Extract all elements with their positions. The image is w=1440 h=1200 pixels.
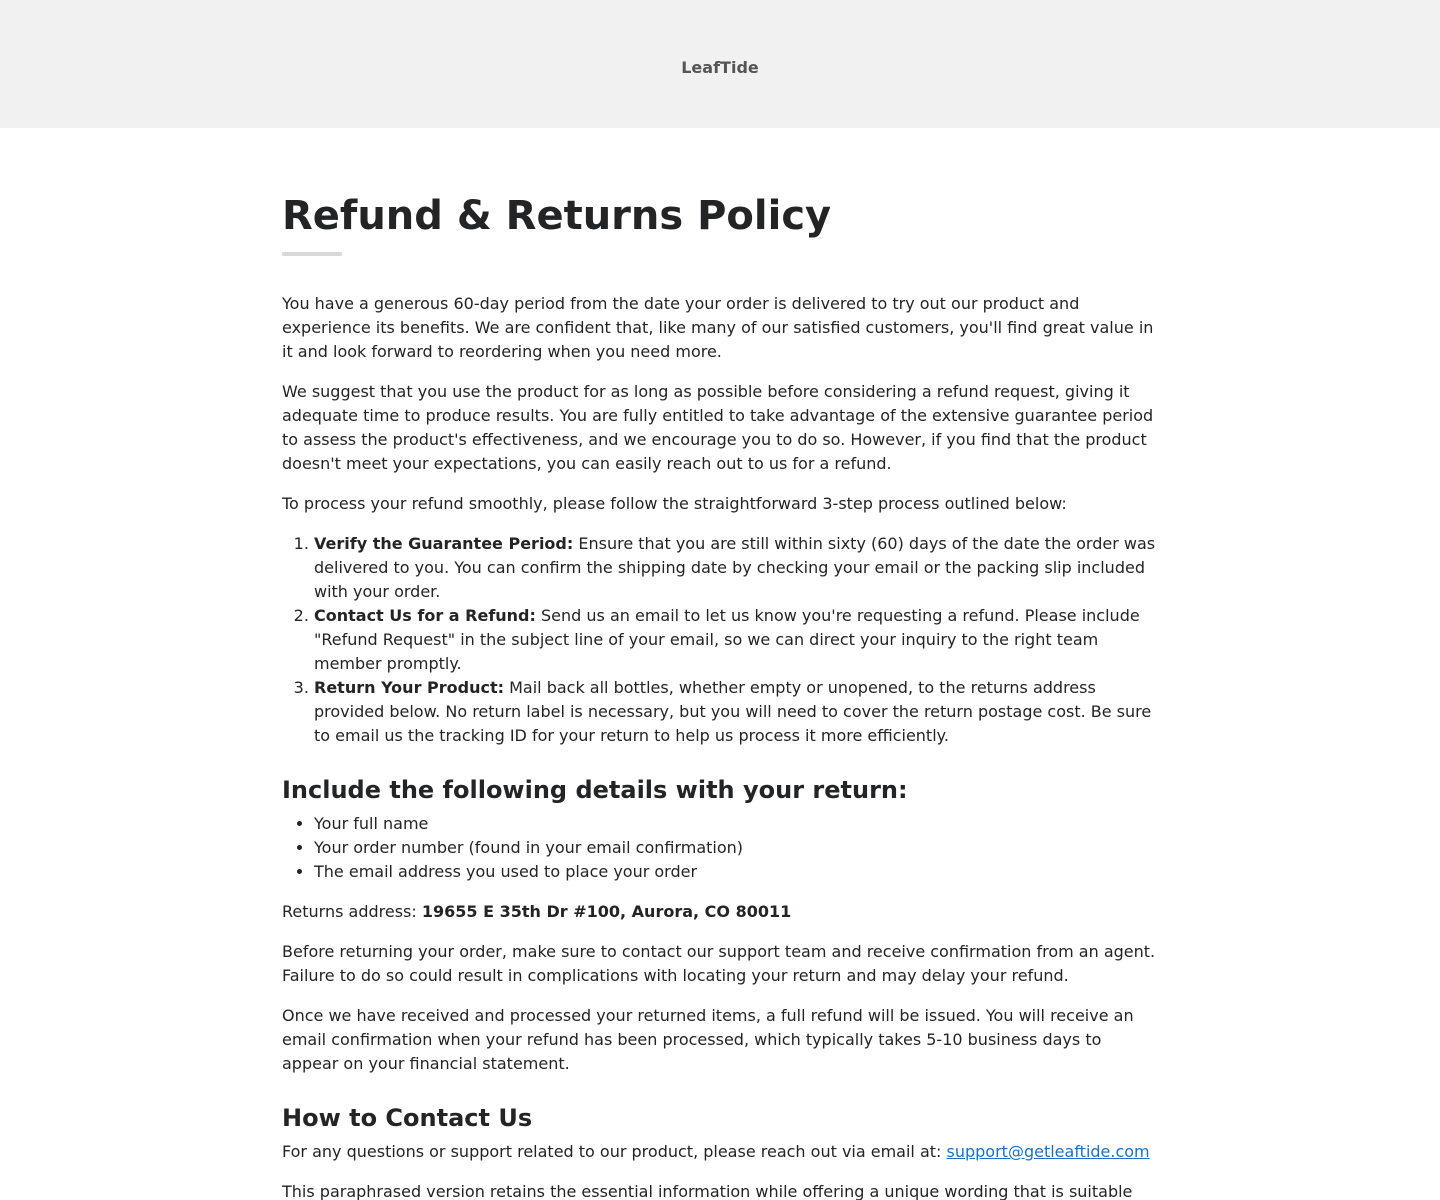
step-title: Return Your Product: — [314, 678, 505, 697]
step-text: Mail back all bottles, whether empty or unopened, to the returns address provided below. No return label is necessary, but you will need to cover the return postage cost. Be sure to email us the tracking ID for your return to help us process it more efficiently. — [314, 678, 1152, 745]
page-title: Refund & Returns Policy — [282, 193, 832, 239]
support-email-link[interactable]: support@getleaftide.com — [946, 1142, 1150, 1161]
returns-address-line — [282, 900, 1158, 924]
returns-address: 19655 E 35th Dr #100, Aurora, CO 80011 — [421, 902, 792, 921]
details-heading: Include the following details with your return: — [282, 776, 908, 804]
step-title: Contact Us for a Refund: — [314, 606, 536, 625]
after-paragraph-1: Before returning your order, make sure to contact our support team and receive confirmation from an agent. Failure to do so could result in complications with locating your return and may delay your refund. — [282, 942, 1156, 985]
step-text: Ensure that you are still within sixty (60) days of the date the order was delivered to you. You can confirm the shipping date by checking your email or the packing slip included with your order. — [314, 534, 1156, 601]
returns-address-label: Returns address: — [282, 902, 422, 921]
closing-note: This paraphrased version retains the essential information while offering a unique wording that is suitable — [282, 1182, 1133, 1200]
contact-paragraph — [282, 1140, 1158, 1164]
details-item: • Your order number (found in your email confirmation) — [314, 836, 1158, 860]
refund-steps-list — [282, 532, 1158, 748]
intro-paragraph-3: To process your refund smoothly, please follow the straightforward 3-step process outlined below: — [282, 494, 1067, 513]
policy-content — [282, 128, 1158, 1200]
step-title: Verify the Guarantee Period: — [314, 534, 574, 553]
details-item: • Your full name — [314, 812, 1158, 836]
after-paragraph-2: Once we have received and processed your returned items, a full refund will be issued. You will receive an email confirmation when your refund has been processed, which typically takes 5-10 business days to appear on your financial statement. — [282, 1006, 1134, 1073]
title-divider — [282, 252, 342, 256]
site-header — [0, 0, 1440, 128]
details-list — [282, 812, 1158, 884]
refund-step — [314, 676, 1158, 748]
brand-name: LeafTide — [681, 57, 759, 77]
intro-paragraph-2: We suggest that you use the product for as long as possible before considering a refund request, giving it adequate time to produce results. You are fully entitled to take advantage of the extensive guarantee period to assess the product's effectiveness, and we encourage you to do so. However, if you find that the product doesn't meet your expectations, you can easily reach out to us for a refund. — [282, 382, 1154, 473]
details-item: • The email address you used to place your order — [314, 860, 1158, 884]
refund-step — [314, 604, 1158, 676]
contact-heading: How to Contact Us — [282, 1104, 533, 1132]
step-text: Send us an email to let us know you're requesting a refund. Please include "Refund Request" in the subject line of your email, so we can direct your inquiry to the right team member promptly. — [314, 606, 1140, 673]
intro-paragraph-1: You have a generous 60-day period from the date your order is delivered to try out our product and experience its benefits. We are confident that, like many of our satisfied customers, you'll find great value in it and look forward to reordering when you need more. — [282, 294, 1154, 361]
contact-text: For any questions or support related to our product, please reach out via email at: — [282, 1142, 947, 1161]
refund-step — [314, 532, 1158, 604]
